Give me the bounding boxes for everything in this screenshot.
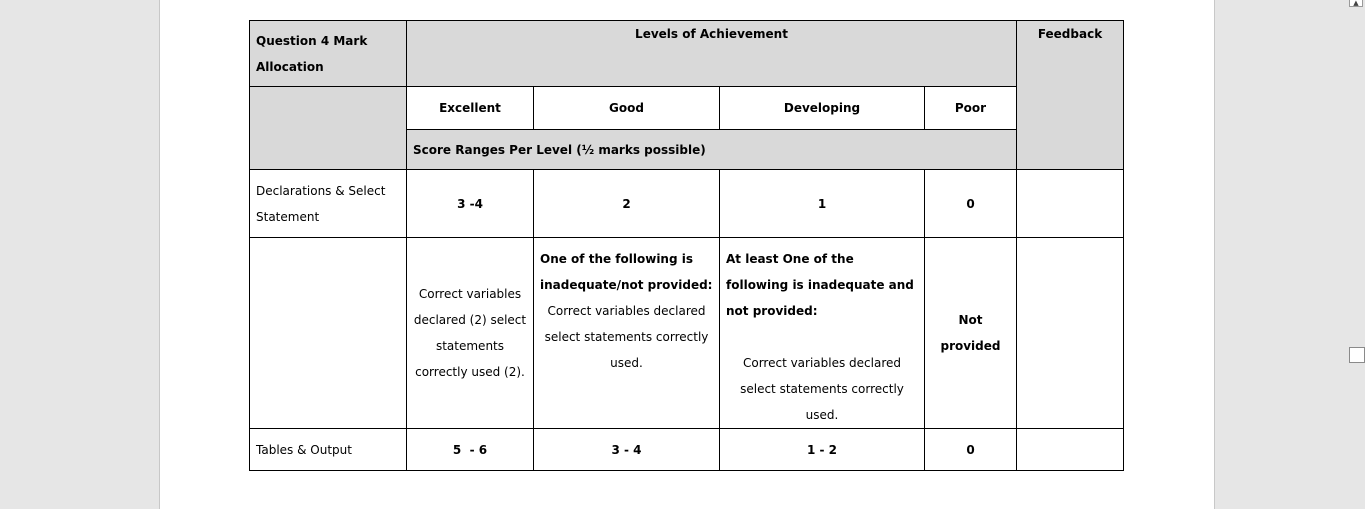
criterion-blank-cell <box>250 238 407 429</box>
score-value: 1 <box>817 196 827 211</box>
good-description-heading: One of the following is inadequate/not provided: <box>540 252 713 292</box>
declarations-developing-score <box>720 170 925 238</box>
rubric-title: Question 4 Mark Allocation <box>256 33 368 74</box>
tables-feedback-cell[interactable] <box>1017 429 1124 471</box>
vertical-scrollbar[interactable] <box>1349 0 1365 509</box>
criterion-declarations-cell <box>250 170 407 238</box>
rubric-title-cell <box>250 21 407 87</box>
criterion-tables: Tables & Output <box>256 442 352 457</box>
score-value: 5 - 6 <box>452 442 488 457</box>
rubric-table <box>249 20 1124 471</box>
level-poor-cell <box>925 87 1017 130</box>
declarations-poor-score <box>925 170 1017 238</box>
level-developing-cell <box>720 87 925 130</box>
level-developing: Developing <box>783 101 861 115</box>
good-description-body: Correct variables declared select statements correctly used. <box>544 304 709 370</box>
tables-good-score <box>534 429 720 471</box>
excellent-description-cell <box>407 238 534 429</box>
good-description-cell <box>534 238 720 429</box>
level-good-cell <box>534 87 720 130</box>
levels-header: Levels of Achievement <box>635 27 788 41</box>
level-excellent-cell <box>407 87 534 130</box>
scroll-up-arrow-icon[interactable]: ▲ <box>1349 0 1363 7</box>
declarations-excellent-score <box>407 170 534 238</box>
level-good: Good <box>609 101 644 115</box>
score-ranges-label: Score Ranges Per Level (½ marks possible) <box>413 142 706 157</box>
score-value: 2 <box>622 196 631 211</box>
criterion-declarations: Declarations & Select Statement <box>256 183 386 224</box>
tables-excellent-score <box>407 429 534 471</box>
blank-header-cell <box>250 87 407 170</box>
score-value: 3 - 4 <box>611 442 642 457</box>
criterion-tables-cell <box>250 429 407 471</box>
score-value: 0 <box>966 196 975 211</box>
level-poor: Poor <box>954 101 987 115</box>
declarations-good-score <box>534 170 720 238</box>
poor-description-cell <box>925 238 1017 429</box>
feedback-header-cell <box>1017 21 1124 170</box>
levels-header-cell <box>407 21 1017 87</box>
level-excellent: Excellent <box>439 101 501 115</box>
developing-description-heading: At least One of the following is inadequate and not provided: <box>726 252 914 318</box>
declarations-feedback-cell[interactable] <box>1017 170 1124 238</box>
poor-description: Not provided <box>940 313 1001 353</box>
scrollbar-thumb[interactable] <box>1349 347 1365 363</box>
score-value: 1 - 2 <box>806 442 838 457</box>
description-feedback-cell[interactable] <box>1017 238 1124 429</box>
developing-description-body: Correct variables declared select statements correctly used. <box>740 356 904 422</box>
score-value: 0 <box>966 442 975 457</box>
score-ranges-cell <box>407 130 1017 170</box>
feedback-header: Feedback <box>1037 27 1103 41</box>
paragraph-spacer <box>726 324 918 350</box>
excellent-description: Correct variables declared (2) select statements correctly used (2). <box>413 287 527 379</box>
tables-poor-score <box>925 429 1017 471</box>
developing-description-cell <box>720 238 925 429</box>
tables-developing-score <box>720 429 925 471</box>
score-value: 3 -4 <box>457 196 483 211</box>
